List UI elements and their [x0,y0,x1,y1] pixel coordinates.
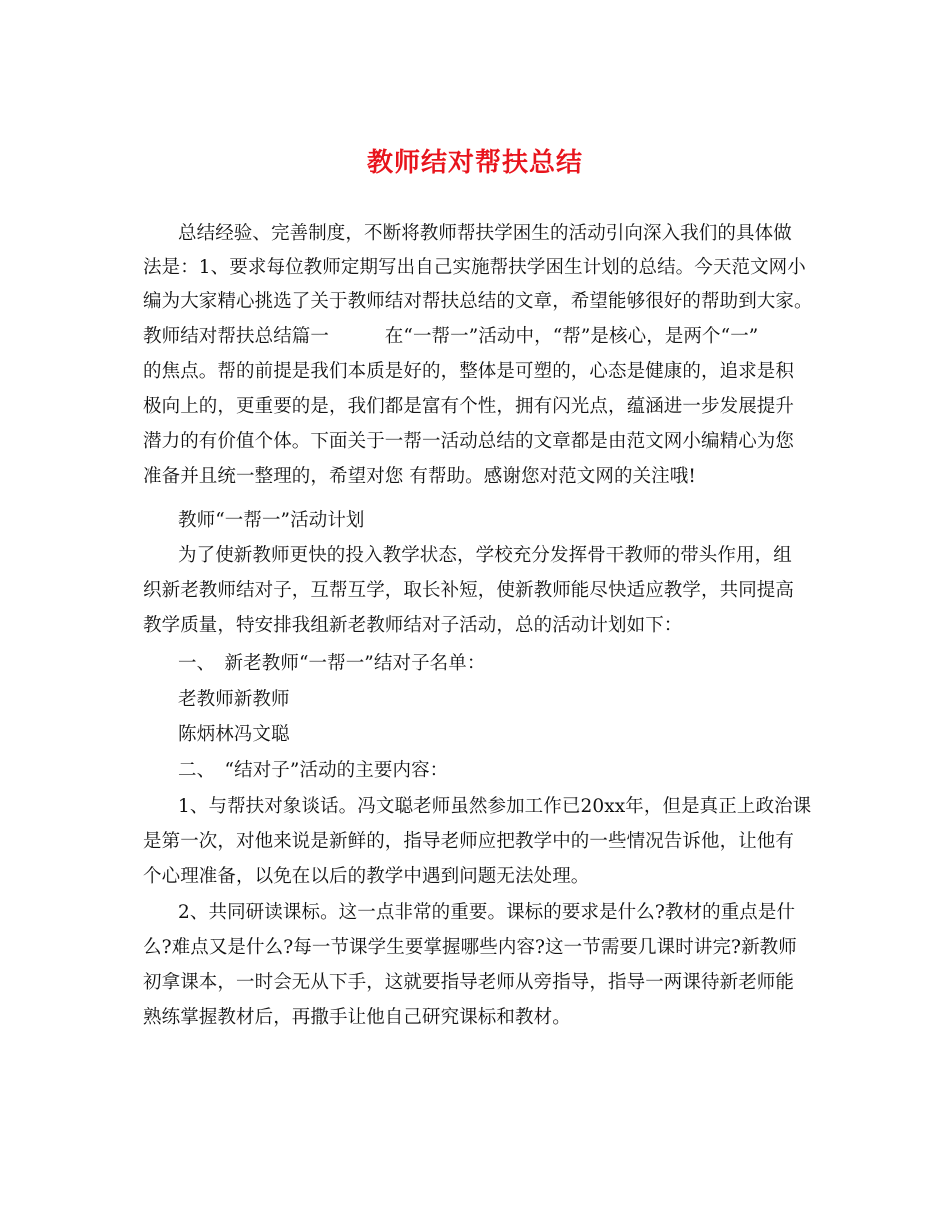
paragraph-line: 1、与帮扶对象谈话。冯文聪老师虽然参加工作已20xx年，但是真正上政治课 [178,796,812,817]
paragraph-line: 么?难点又是什么?每一节课学生要掌握哪些内容?这一节需要几课时讲完?新教师 [143,937,797,958]
paragraph-line: 编为大家精心挑选了关于教师结对帮扶总结的文章，希望能够很好的帮助到大家。 [143,291,813,312]
document-title: 教师结对帮扶总结 [366,148,583,178]
paragraph-line: 潜力的有价值个体。下面关于一帮一活动总结的文章都是由范文网小编精心为您 [143,431,795,452]
paragraph-line: 初拿课本，一时会无从下手，这就要指导老师从旁指导，指导一两课待新老师能 [143,972,795,993]
paragraph-line: 教学质量，特安排我组新老教师结对子活动，总的活动计划如下： [143,615,683,636]
paragraph-line: 为了使新教师更快的投入教学状态，学校充分发挥骨干教师的带头作用，组 [178,545,792,566]
paragraph-line: 总结经验、完善制度，不断将教师帮扶学困生的活动引向深入我们的具体做 [178,223,792,244]
paragraph-line: 熟练掌握教材后，再撒手让他自己研究课标和教材。 [143,1007,571,1028]
paragraph-line: 教师结对帮扶总结篇一 在“一帮一”活动中，“帮”是核心，是两个“一” [143,326,759,347]
list-heading: 一、 新老教师“一帮一”结对子名单： [178,653,486,674]
paragraph-line: 2、共同研读课标。这一点非常的重要。课标的要求是什么?教材的重点是什 [178,902,796,923]
section-heading: 教师“一帮一”活动计划 [178,510,365,531]
list-heading: 二、 “结对子”活动的主要内容： [178,760,449,781]
paragraph-line: 极向上的，更重要的是，我们都是富有个性，拥有闪光点，蕴涵进一步发展提升 [143,396,795,417]
paragraph-line: 法是：1、要求每位教师定期写出自己实施帮扶学困生计划的总结。今天范文网小 [143,257,806,278]
paragraph-line: 是第一次，对他来说是新鲜的，指导老师应把教学中的一些情况告诉他，让他有 [143,831,795,852]
paragraph-line: 个心理准备，以免在以后的教学中遇到问题无法处理。 [143,866,590,887]
paragraph-line: 准备并且统一整理的，希望对您 有帮助。感谢您对范文网的关注哦! [143,466,696,487]
paragraph-line: 织新老教师结对子，互帮互学，取长补短，使新教师能尽快适应教学，共同提高 [143,580,795,601]
paragraph-line: 的焦点。帮的前提是我们本质是好的，整体是可塑的，心态是健康的，追求是积 [143,361,795,382]
table-row-text: 陈炳林冯文聪 [178,724,290,745]
table-header-text: 老教师新教师 [178,689,290,710]
